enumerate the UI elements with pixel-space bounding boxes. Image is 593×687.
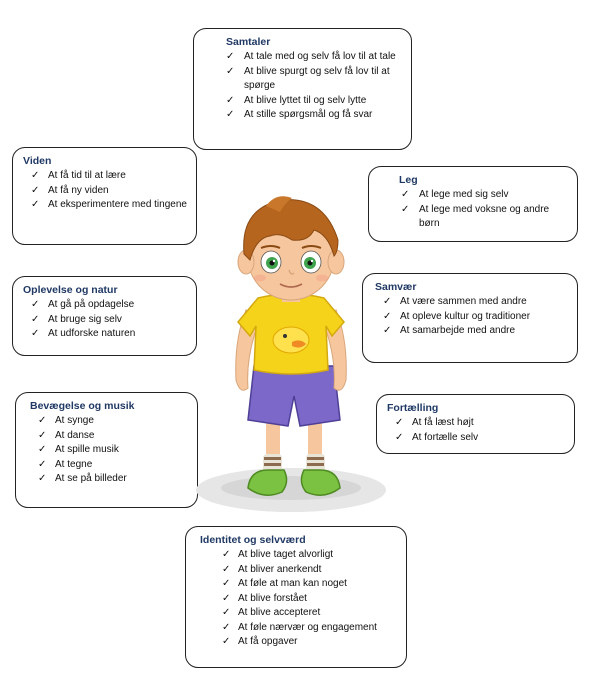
list-item-text: At samarbejde med andre bbox=[400, 325, 516, 336]
list-item bbox=[387, 431, 566, 446]
list-item-text: At bliver anerkendt bbox=[238, 563, 322, 575]
checkmark-icon: ✓ bbox=[222, 563, 231, 575]
checkmark-icon: ✓ bbox=[222, 592, 231, 604]
list-item bbox=[399, 203, 569, 232]
checkmark-icon: ✓ bbox=[383, 325, 392, 336]
checkmark-icon: ✓ bbox=[38, 415, 47, 426]
checkmark-icon: ✓ bbox=[395, 417, 404, 428]
list-item bbox=[200, 606, 398, 621]
list-item-text: At få tid til at lære bbox=[48, 170, 126, 181]
bullet-list bbox=[375, 295, 569, 339]
list-item bbox=[30, 472, 189, 487]
list-item-text: At danse bbox=[55, 429, 95, 441]
list-item-text: At blive accepteret bbox=[238, 607, 321, 618]
list-item bbox=[226, 65, 403, 94]
list-item bbox=[30, 458, 189, 473]
list-item-text: At blive forstået bbox=[238, 592, 307, 604]
box-fortaelling bbox=[376, 394, 575, 454]
list-item-text: At stille spørgsmål og få svar bbox=[244, 109, 373, 120]
checkmark-icon: ✓ bbox=[383, 310, 392, 322]
list-item bbox=[375, 324, 569, 339]
checkmark-icon: ✓ bbox=[222, 636, 231, 647]
box-title: Leg bbox=[399, 174, 418, 186]
checkmark-icon: ✓ bbox=[226, 51, 235, 62]
checkmark-icon: ✓ bbox=[222, 549, 231, 560]
box-title: Viden bbox=[23, 155, 52, 167]
list-item bbox=[23, 313, 188, 328]
checkmark-icon: ✓ bbox=[222, 607, 231, 618]
checkmark-icon: ✓ bbox=[395, 431, 404, 443]
checkmark-icon: ✓ bbox=[38, 473, 47, 484]
list-item-text: At eksperimentere med tingene bbox=[48, 199, 187, 210]
bullet-list bbox=[200, 548, 398, 650]
box-samvaer bbox=[362, 273, 578, 363]
list-item-text: At udforske naturen bbox=[48, 328, 136, 339]
list-item-text: At få opgaver bbox=[238, 636, 298, 647]
list-item-text: At få ny viden bbox=[48, 184, 109, 196]
checkmark-icon: ✓ bbox=[31, 313, 40, 325]
list-item-text: At få læst højt bbox=[412, 417, 474, 428]
box-identitet-og-selvvaerd bbox=[185, 526, 407, 668]
list-item bbox=[226, 94, 403, 109]
bullet-list bbox=[30, 414, 189, 487]
list-item bbox=[375, 295, 569, 310]
list-item bbox=[226, 50, 403, 65]
box-leg bbox=[368, 166, 578, 242]
list-item bbox=[200, 563, 398, 578]
checkmark-icon: ✓ bbox=[401, 203, 410, 215]
box-title: Oplevelse og natur bbox=[23, 284, 118, 296]
list-item bbox=[30, 443, 189, 458]
box-title: Samtaler bbox=[226, 36, 271, 48]
checkmark-icon: ✓ bbox=[31, 199, 40, 210]
box-oplevelse-og-natur bbox=[12, 276, 197, 356]
list-item-text: At blive taget alvorligt bbox=[238, 549, 334, 560]
list-item bbox=[23, 298, 188, 313]
list-item bbox=[200, 548, 398, 563]
bullet-list bbox=[387, 416, 566, 445]
checkmark-icon: ✓ bbox=[38, 444, 47, 455]
checkmark-icon: ✓ bbox=[401, 189, 410, 200]
checkmark-icon: ✓ bbox=[31, 170, 40, 181]
list-item-text: At gå på opdagelse bbox=[48, 299, 135, 310]
list-item-text: At lege med voksne og andre børn bbox=[419, 203, 550, 229]
box-title: Identitet og selvværd bbox=[200, 534, 306, 546]
checkmark-icon: ✓ bbox=[31, 299, 40, 310]
bullet-list bbox=[23, 298, 188, 342]
list-item-text: At blive lyttet til og selv lytte bbox=[244, 94, 367, 106]
list-item-text: At være sammen med andre bbox=[400, 296, 527, 307]
checkmark-icon: ✓ bbox=[226, 109, 235, 120]
box-title: Samvær bbox=[375, 281, 417, 293]
list-item-text: At spille musik bbox=[55, 444, 119, 455]
box-title: Fortælling bbox=[387, 402, 439, 414]
list-item bbox=[30, 429, 189, 444]
box-samtaler bbox=[193, 28, 412, 150]
boy-illustration-icon bbox=[196, 170, 386, 525]
list-item bbox=[399, 188, 569, 203]
list-item-text: At tegne bbox=[55, 458, 93, 470]
list-item bbox=[200, 592, 398, 607]
checkmark-icon: ✓ bbox=[383, 296, 392, 307]
checkmark-icon: ✓ bbox=[222, 578, 231, 589]
list-item-text: At se på billeder bbox=[55, 473, 127, 484]
list-item-text: At synge bbox=[55, 415, 94, 426]
list-item bbox=[200, 635, 398, 650]
box-viden bbox=[12, 147, 197, 245]
list-item-text: At tale med og selv få lov til at tale bbox=[244, 51, 396, 62]
checkmark-icon: ✓ bbox=[226, 65, 235, 77]
box-title: Bevægelse og musik bbox=[30, 400, 135, 412]
list-item bbox=[23, 327, 188, 342]
list-item bbox=[200, 621, 398, 636]
box-bevaegelse-og-musik bbox=[15, 392, 198, 508]
bullet-list bbox=[399, 188, 569, 232]
checkmark-icon: ✓ bbox=[226, 94, 235, 106]
list-item-text: At lege med sig selv bbox=[419, 189, 509, 200]
list-item-text: At opleve kultur og traditioner bbox=[400, 310, 531, 322]
list-item bbox=[30, 414, 189, 429]
list-item bbox=[200, 577, 398, 592]
bullet-list bbox=[23, 169, 188, 213]
checkmark-icon: ✓ bbox=[38, 458, 47, 470]
checkmark-icon: ✓ bbox=[31, 328, 40, 339]
list-item-text: At blive spurgt og selv få lov til at spørge bbox=[244, 65, 390, 91]
list-item bbox=[387, 416, 566, 431]
list-item bbox=[23, 169, 188, 184]
checkmark-icon: ✓ bbox=[222, 621, 231, 633]
checkmark-icon: ✓ bbox=[31, 184, 40, 196]
list-item-text: At fortælle selv bbox=[412, 431, 479, 443]
list-item bbox=[226, 108, 403, 123]
list-item bbox=[375, 310, 569, 325]
list-item-text: At bruge sig selv bbox=[48, 313, 122, 325]
bullet-list bbox=[226, 50, 403, 123]
checkmark-icon: ✓ bbox=[38, 429, 47, 441]
list-item-text: At føle nærvær og engagement bbox=[238, 621, 377, 633]
list-item-text: At føle at man kan noget bbox=[238, 578, 347, 589]
list-item bbox=[23, 184, 188, 199]
list-item bbox=[23, 198, 188, 213]
